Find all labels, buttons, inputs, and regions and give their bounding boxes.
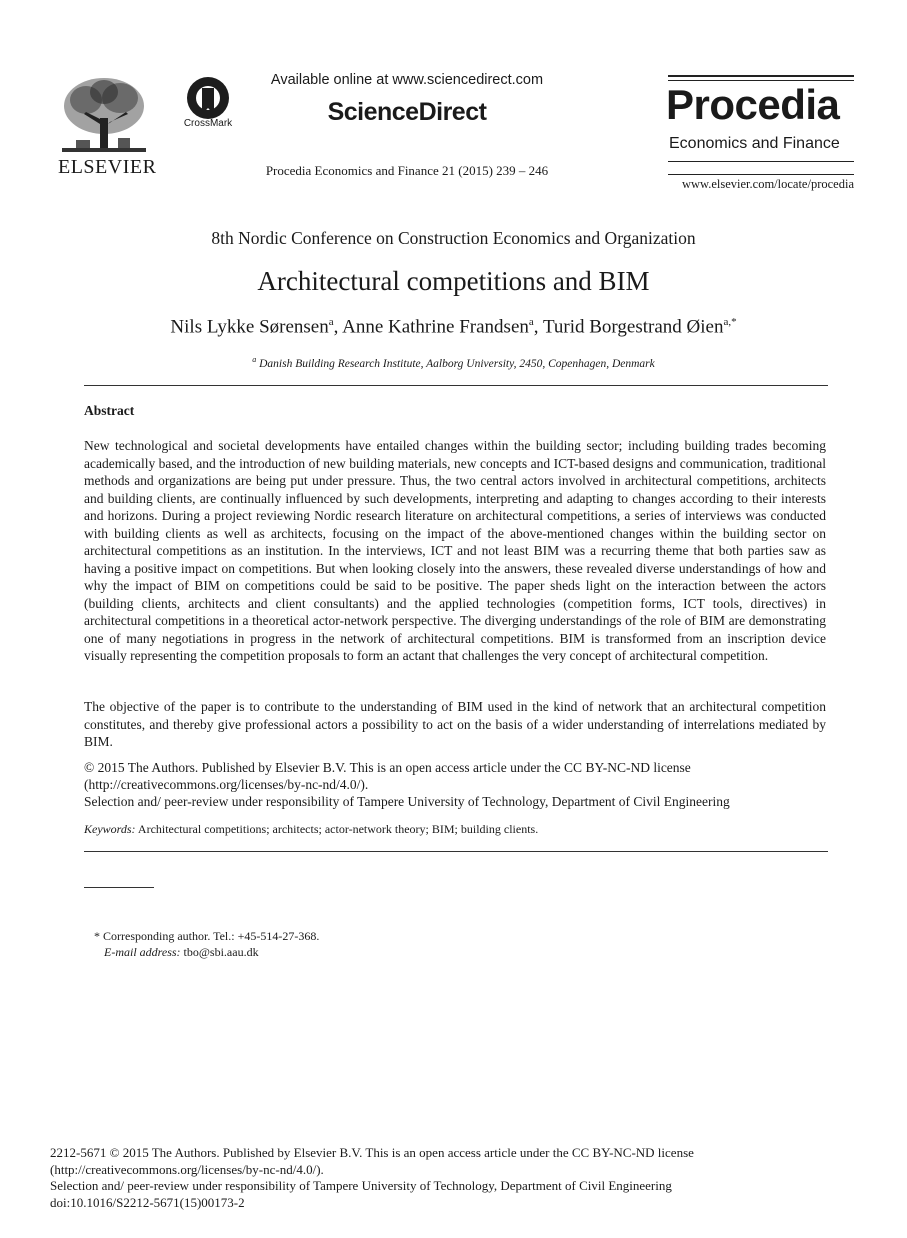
email-link[interactable]: tbo@sbi.aau.dk <box>180 945 259 959</box>
abstract-paragraph: The objective of the paper is to contribute to the understanding of BIM used in the kind of network that an architectural competition constitutes, and thereby give professional actors a possibility to act on the basis of a wider understanding of interrelations mediated by BIM. <box>84 699 826 749</box>
copyright-line: © 2015 The Authors. Published by Elsevier B.V. This is an open access article under the CC BY-NC-ND license <box>84 760 691 775</box>
keywords-text: Architectural competitions; architects; actor-network theory; BIM; building clients. <box>135 822 539 836</box>
available-online-text: Available online at www.sciencedirect.com <box>270 72 544 88</box>
keywords-label: Keywords: <box>84 822 136 836</box>
sciencedirect-logo[interactable]: ScienceDirect <box>327 98 487 126</box>
procedia-logo-title: Procedia <box>666 81 840 128</box>
peer-review-line: Selection and/ peer-review under responsibility of Tampere University of Technology, Department of Civil Engineering <box>84 794 730 809</box>
journal-citation: Procedia Economics and Finance 21 (2015) 239 – 246 <box>265 163 549 178</box>
license-link[interactable]: (http://creativecommons.org/licenses/by-nc-nd/4.0/). <box>84 777 369 792</box>
procedia-url-link[interactable]: www.elsevier.com/locate/procedia <box>681 177 854 191</box>
page-footer <box>50 1145 850 1211</box>
doi[interactable]: doi:10.1016/S2212-5671(15)00173-2 <box>50 1194 245 1210</box>
author-sup: a <box>328 316 334 328</box>
keywords <box>84 822 826 837</box>
author-name: Nils Lykke Sørensen <box>170 316 329 338</box>
footer-license-link[interactable]: (http://creativecommons.org/licenses/by-nc-nd/4.0/). <box>50 1161 324 1177</box>
procedia-rule <box>668 75 854 77</box>
email-label: E-mail address: <box>104 945 181 959</box>
abstract-bottom-rule <box>84 851 828 852</box>
author-sup: a <box>528 316 534 328</box>
affiliation <box>0 355 907 370</box>
corresponding-line: * Corresponding author. Tel.: +45-514-27-368. <box>94 929 320 943</box>
author-sup: a,* <box>723 316 737 328</box>
copyright-block <box>84 759 826 810</box>
procedia-logo-subtitle: Economics and Finance <box>669 135 840 152</box>
footnote-rule <box>84 887 154 888</box>
affiliation-sup: a <box>252 355 257 364</box>
publisher-name: ELSEVIER <box>58 156 157 178</box>
author-list: Nils Lykke Sørensen$^a$, Anne Kathrine Frandsen$^a$, Turid Borgestrand Øien$^{a,*}$ <box>170 316 737 338</box>
procedia-rule <box>668 161 854 162</box>
footer-line: Selection and/ peer-review under responsibility of Tampere University of Technology, Department of Civil Engineering <box>50 1178 672 1193</box>
affiliation-text: Danish Building Research Institute, Aalborg University, 2450, Copenhagen, Denmark <box>259 357 655 370</box>
abstract-heading: Abstract <box>84 403 135 418</box>
abstract-paragraph: New technological and societal developments have entailed changes within the building sector; including building trades becoming academically based, and the introduction of new building materials, new concepts and ICT-based designs and communication, traditional methods and organizations are being put under pressure. Thus, the two central actors involved in architectural competitions, architects and building clients, are continually influenced by such developments, interpreting and adapting to changes according to their interests and horizons. During a project reviewing Nordic research literature on architectural competitions, a series of interviews was conducted with building clients as well as architects, focusing on the impact of the above-mentioned changes within the building sector on architectural competitions as an institution. In the interviews, ICT and not least BIM was a recurring theme that both parties saw as having a positive impact on competitions. But when looking closely into the answers, these revealed diverse understandings of how and why the impact of BIM on competitions could be said to be positive. The paper sheds light on the interaction between the actors (building clients, architects and client consultants) and the applied technologies (competition forms, ICT tools, directives) in architectural competitions in a theoretical actor-network perspective. The diverging understandings of the role of BIM are demonstrating one of many negotiations in progress in the network of architectural competitions. BIM is transformed from an inscription device visually representing the competition proposals to form an actant that challenges the very concept of architectural competition. <box>84 438 826 663</box>
author-name: Turid Borgestrand Øien <box>542 316 724 338</box>
crossmark-label: CrossMark <box>183 118 233 129</box>
corresponding-author-footnote <box>94 928 319 960</box>
article-title: Architectural competitions and BIM <box>257 266 650 296</box>
author-name: Anne Kathrine Frandsen <box>342 316 529 338</box>
procedia-rule <box>668 174 854 175</box>
footer-line: 2212-5671 © 2015 The Authors. Published by Elsevier B.V. This is an open access article under the CC BY-NC-ND license <box>50 1145 694 1160</box>
abstract-top-rule <box>84 385 828 386</box>
conference-name: 8th Nordic Conference on Construction Economics and Organization <box>211 228 696 248</box>
